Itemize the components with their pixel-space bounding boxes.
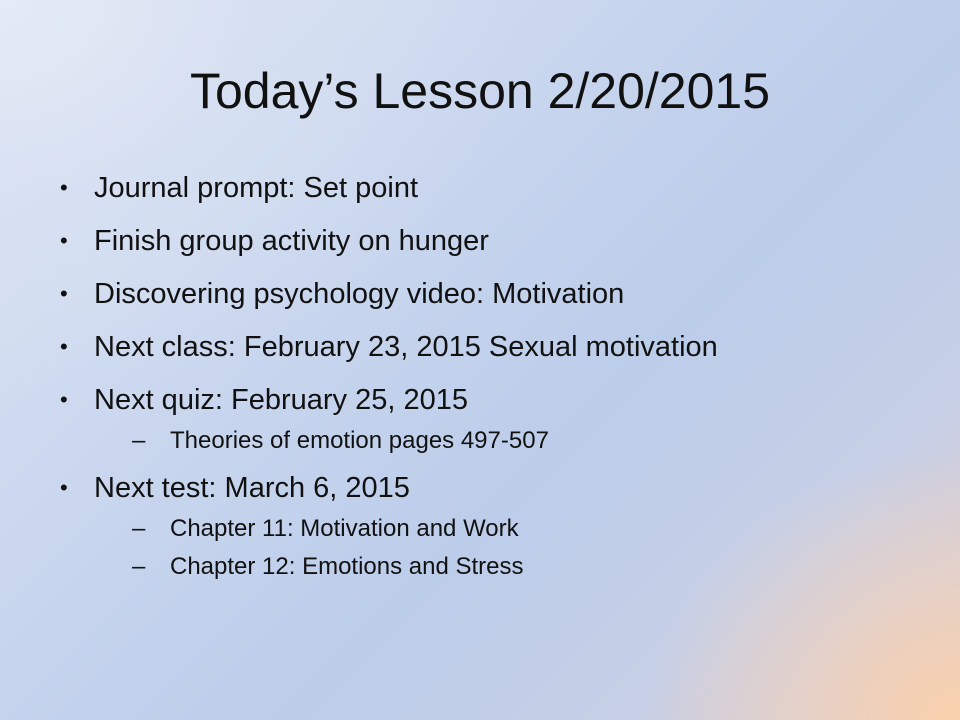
bullet-icon: •: [60, 175, 68, 200]
sub-bullet-text: Chapter 11: Motivation and Work: [170, 515, 519, 542]
bullet-text: Next quiz: February 25, 2015: [94, 384, 468, 416]
bullet-text: Finish group activity on hunger: [94, 225, 489, 257]
sub-bullet-text: Theories of emotion pages 497-507: [170, 427, 549, 454]
bullet-icon: •: [60, 387, 68, 412]
bullet-text: Journal prompt: Set point: [94, 172, 419, 204]
sub-bullet-list: [94, 512, 920, 584]
bullet-item: [60, 168, 920, 208]
sub-bullet-item: [94, 424, 920, 458]
sub-bullet-list: [94, 424, 920, 458]
slide-title: Today’s Lesson 2/20/2015: [189, 63, 771, 119]
sub-bullet-item: [94, 550, 920, 584]
bullet-item: [60, 380, 920, 458]
bullet-icon: •: [60, 475, 68, 500]
bullet-item: [60, 221, 920, 261]
bullet-text: Next class: February 23, 2015 Sexual motivation: [94, 331, 718, 363]
sub-bullet-text: Chapter 12: Emotions and Stress: [170, 553, 524, 580]
bullet-icon: •: [60, 228, 68, 253]
dash-icon: –: [132, 427, 146, 454]
bullet-text: Discovering psychology video: Motivation: [94, 278, 625, 310]
bullet-icon: •: [60, 334, 68, 359]
bullet-list: [60, 168, 920, 594]
sub-bullet-item: [94, 512, 920, 546]
bullet-text: Next test: March 6, 2015: [94, 472, 410, 504]
bullet-item: [60, 468, 920, 584]
bullet-item: [60, 274, 920, 314]
bullet-icon: •: [60, 281, 68, 306]
dash-icon: –: [132, 515, 146, 542]
bullet-item: [60, 327, 920, 367]
dash-icon: –: [132, 553, 146, 580]
